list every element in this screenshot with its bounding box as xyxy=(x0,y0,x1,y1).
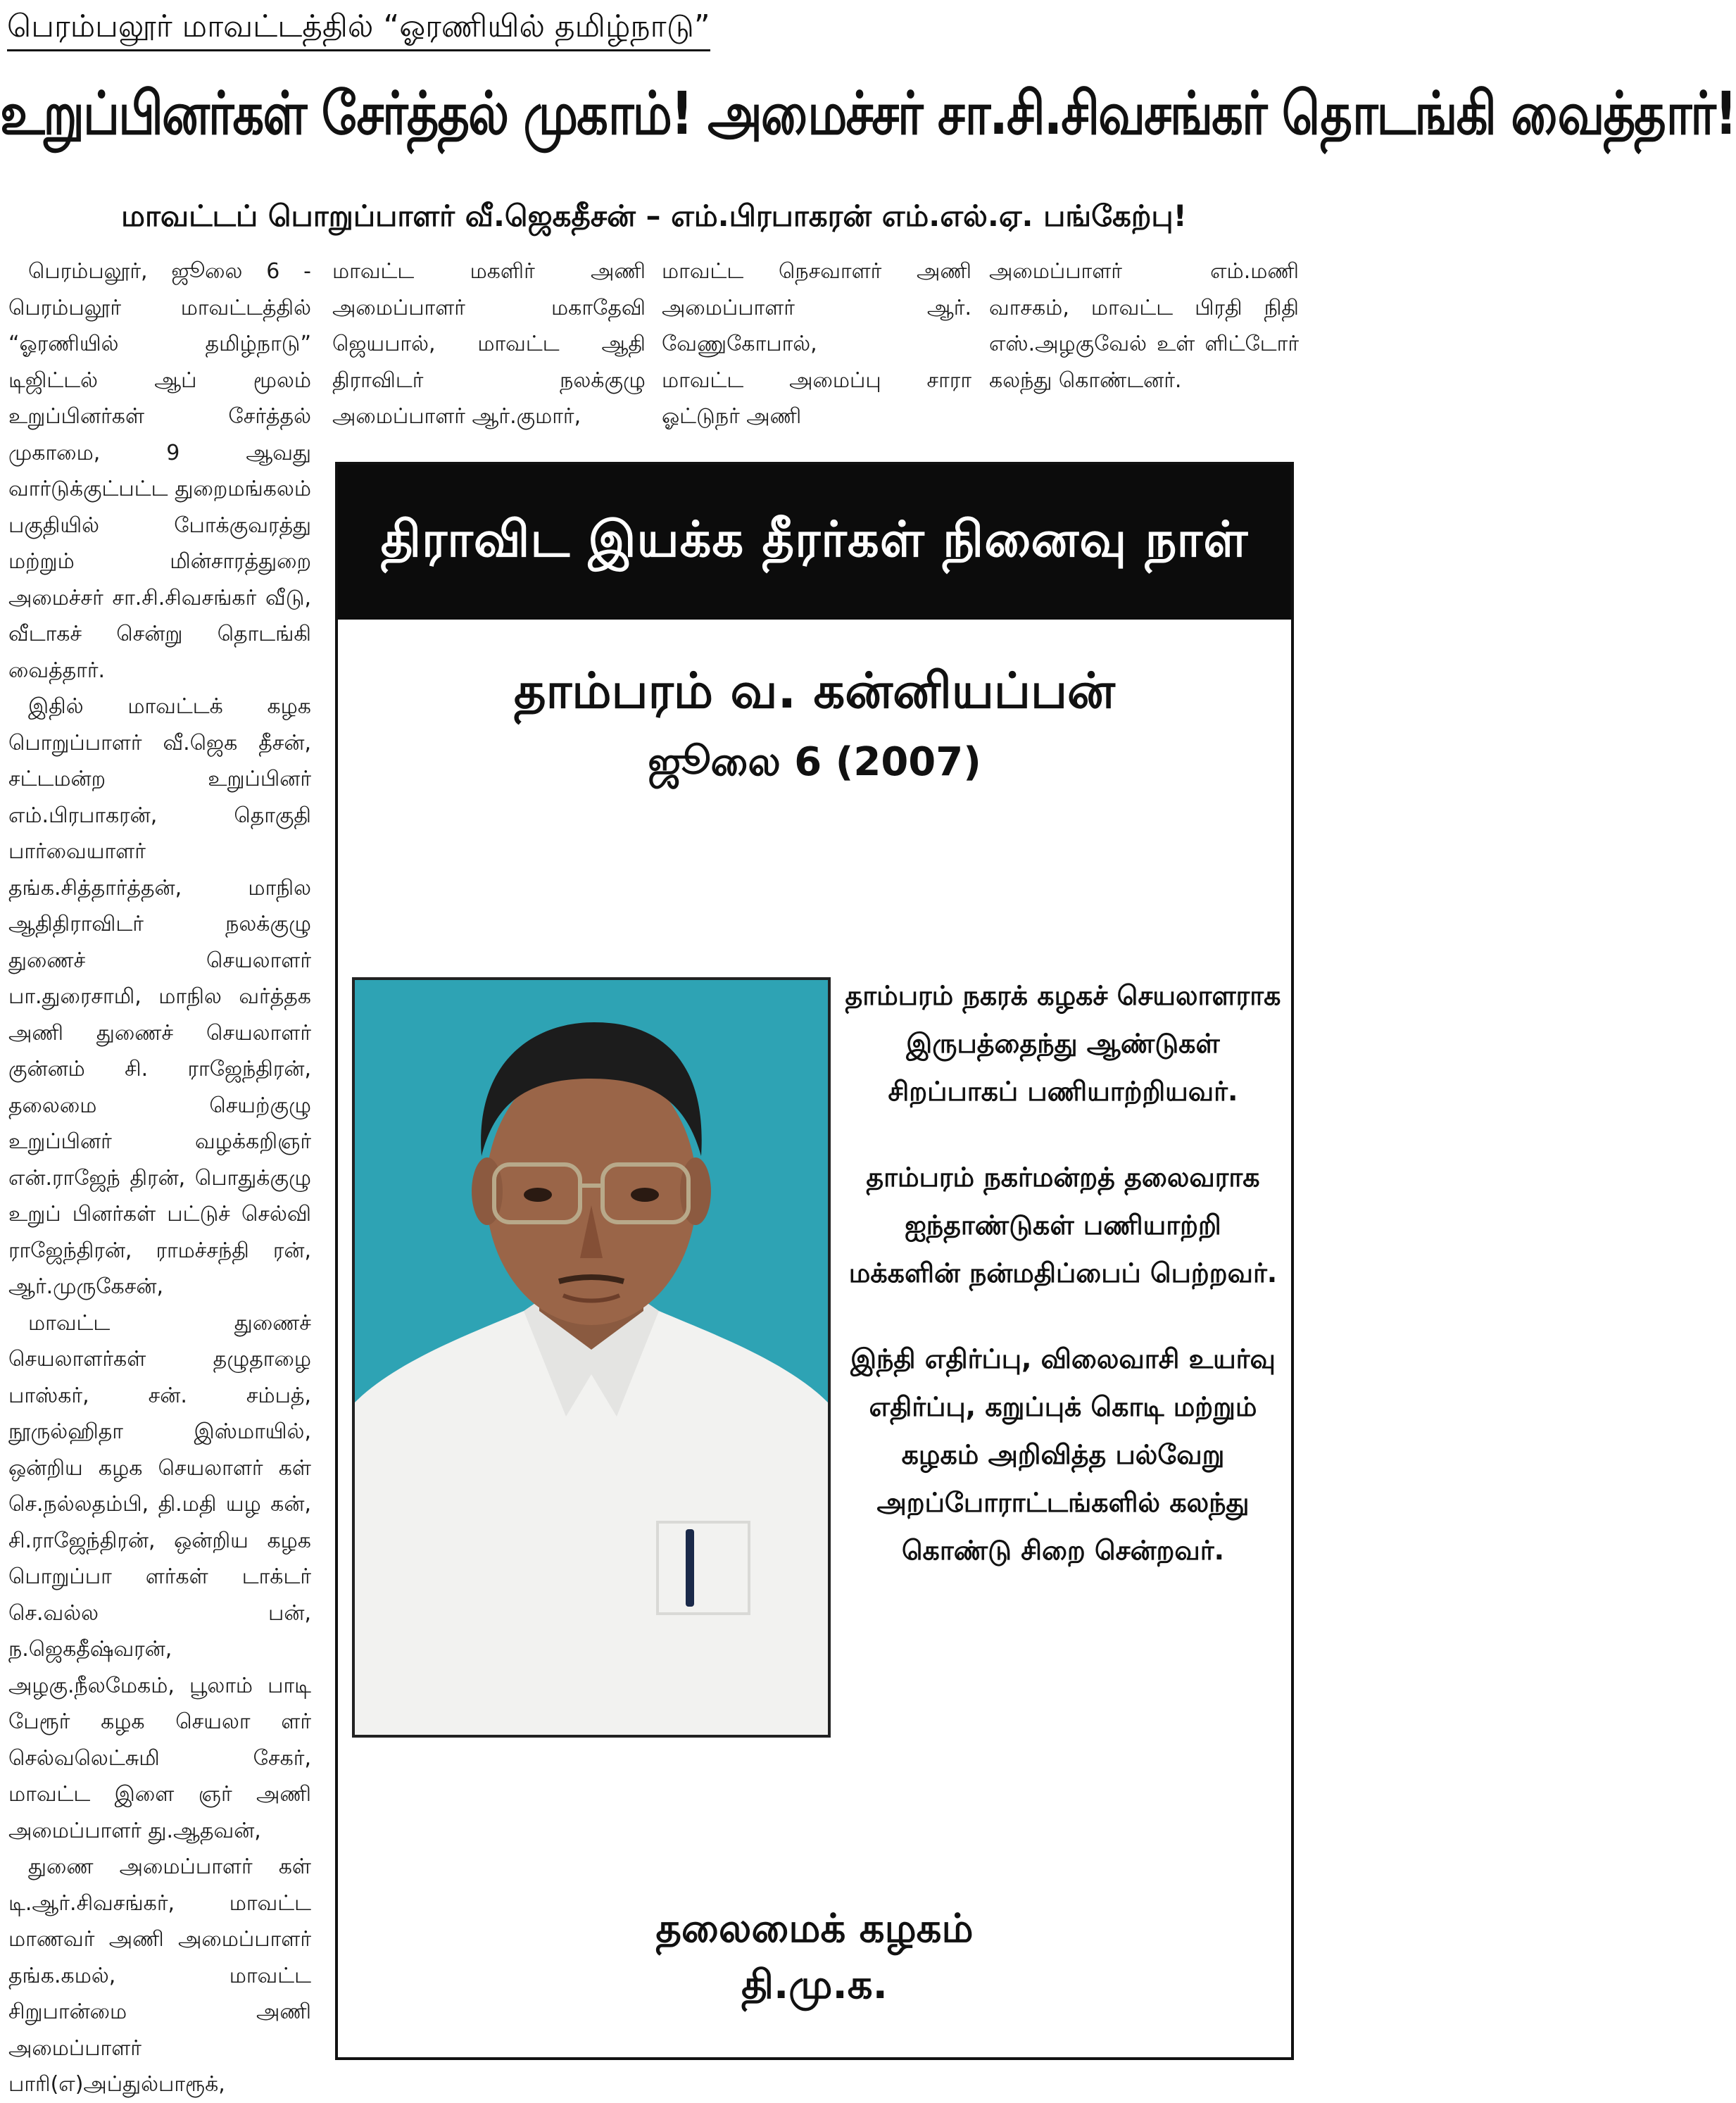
footer-party: தி.மு.க. xyxy=(741,1962,888,2008)
article-kicker: பெரம்பலூர் மாவட்டத்தில் “ஓரணியில் தமிழ்நாடு” xyxy=(7,6,710,51)
memorial-header-band xyxy=(338,465,1291,620)
article-column-4: அமைப்பாளர் எம்.மணி வாசகம், மாவட்ட பிரதி நிதி எஸ்.அழகுவேல் உள் ளிட்டோர் கலந்து கொண்டனர். xyxy=(989,259,1299,393)
article-column-1 xyxy=(8,253,311,2097)
memorial-person-name: தாம்பரம் வ. கன்னியப்பன் xyxy=(514,662,1115,720)
memorial-date: ஜூலை 6 (2007) xyxy=(648,739,981,785)
memorial-biography xyxy=(845,972,1281,1612)
bio-paragraph-2: தாம்பரம் நகர்மன்றத் தலைவராக ஐந்தாண்டுகள் பணியாற்றி மக்களின் நன்மதிப்பைப் பெற்றவர். xyxy=(848,1162,1278,1288)
article-paragraph: இதில் மாவட்டக் கழக பொறுப்பாளர் வீ.ஜெக தீசன், சட்டமன்ற உறுப்பினர் எம்.பிரபாகரன், தொகுதி பார்வையாளர் தங்க.சித்தார்த்தன், மாநில ஆதிதிராவிடர் நலக்குழு துணைச் செயலாளர் பா.துரைசாமி, மாநில வர்த்தக அணி துணைச் செயலாளர் குன்னம் சி. ராஜேந்திரன், தலைமை செயற்குழு உறுப்பினர் வழக்கறிஞர் என்.ராஜேந் திரன், பொதுக்குழு உறுப் பினர்கள் பட்டுச் செல்வி ராஜேந்திரன், ராமச்சந்தி ரன், ஆர்.முருகேசன், xyxy=(8,694,311,1299)
article-column-3 xyxy=(662,253,971,447)
portrait-illustration xyxy=(355,980,828,1735)
memorial-advertisement xyxy=(335,462,1294,2060)
article-paragraph: மாவட்ட அமைப்பு சாரா ஓட்டுநர் அணி xyxy=(662,368,971,429)
article-paragraph: மாவட்ட நெசவாளர் அணி அமைப்பாளர் ஆர். வேணுகோபால், xyxy=(662,259,971,356)
article-paragraph: மாவட்ட துணைச் செயலாளர்கள் தழுதாழை பாஸ்கர், சன். சம்பத், நூருல்ஹிதா இஸ்மாயில், ஒன்றிய கழக செயலாளர் கள் செ.நல்லதம்பி, தி.மதி யழ கன், சி.ராஜேந்திரன், ஒன்றிய கழக பொறுப்பா ளர்கள் டாக்டர் செ.வல்ல பன், ந.ஜெகதீஷ்வரன், அழகு.நீலமேகம், பூலாம் பாடி பேரூர் கழக செயலா ளர் செல்வலெட்சுமி சேகர், மாவட்ட இளை ஞர் அணி அமைப்பாளர் து.ஆதவன், xyxy=(8,1310,311,1843)
memorial-header-title: திராவிட இயக்க தீரர்கள் நினைவு நாள் xyxy=(380,510,1249,568)
article-column-2: மாவட்ட மகளிர் அணி அமைப்பாளர் மகாதேவி ஜெயபால், மாவட்ட ஆதி திராவிடர் நலக்குழு அமைப்பாளர் ஆர்.குமார், xyxy=(332,259,646,429)
bio-paragraph-1: தாம்பரம் நகரக் கழகச் செயலாளராக இருபத்தைந்து ஆண்டுகள் சிறப்பாகப் பணியாற்றியவர். xyxy=(845,980,1281,1107)
footer-organization: தலைமைக் கழகம் xyxy=(655,1906,974,1952)
bio-paragraph-3: இந்தி எதிர்ப்பு, விலைவாசி உயர்வு எதிர்ப்பு, கறுப்புக் கொடி மற்றும் கழகம் அறிவித்த பல்வேறு அறப்போராட்டங்களில் கலந்து கொண்டு சிறை சென்றவர். xyxy=(850,1343,1276,1566)
memorial-footer xyxy=(338,1901,1291,2014)
portrait-photo xyxy=(352,977,831,1738)
article-subhead: மாவட்டப் பொறுப்பாளர் வீ.ஜெகதீசன் – எம்.பிரபாகரன் எம்.எல்.ஏ. பங்கேற்பு! xyxy=(121,199,1187,233)
article-paragraph: துணை அமைப்பாளர் கள் டி.ஆர்.சிவசங்கர், மாவட்ட மாணவர் அணி அமைப்பாளர் தங்க.கமல், மாவட்ட சிறுபான்மை அணி அமைப்பாளர் பாரி(எ)அப்துல்பாரூக், xyxy=(8,1854,311,2097)
article-paragraph: பெரம்பலூர், ஜூலை 6 - பெரம்பலூர் மாவட்டத்தில் “ஓரணியில் தமிழ்நாடு” டிஜிட்டல் ஆப் மூலம் உறுப்பினர்கள் சேர்த்தல் முகாமை, 9 ஆவது வார்டுக்குட்பட்ட துறைமங்கலம் பகுதியில் போக்குவரத்து மற்றும் மின்சாரத்துறை அமைச்சர் சா.சி.சிவசங்கர் வீடு, வீடாகச் சென்று தொடங்கி வைத்தார். xyxy=(8,259,311,683)
article-headline: உறுப்பினர்கள் சேர்த்தல் முகாம்! அமைச்சர் சா.சி.சிவசங்கர் தொடங்கி வைத்தார்! xyxy=(0,78,1736,149)
